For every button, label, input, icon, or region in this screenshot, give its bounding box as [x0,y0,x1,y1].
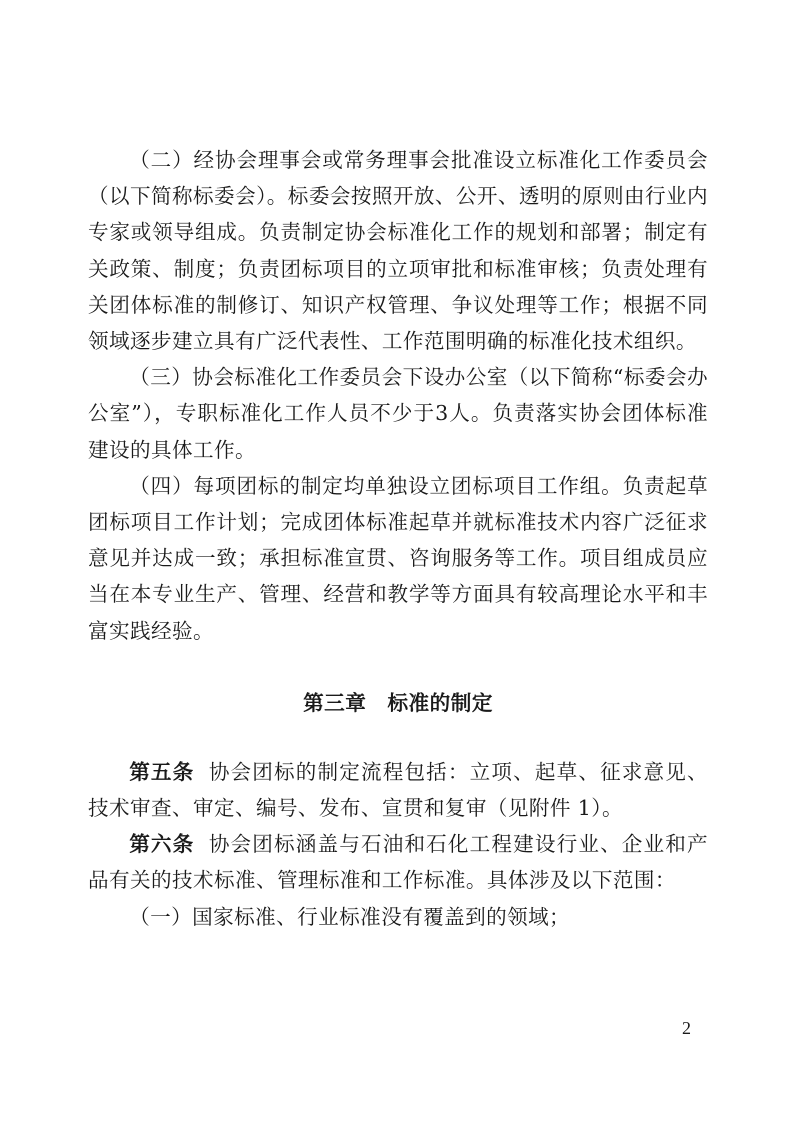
article-5-text: 协会团标的制定流程包括：立项、起草、征求意见、技术审查、审定、编号、发布、宣贯和复审（见附件 1）。 [88,759,709,821]
scope-item-1: （一）国家标准、行业标准没有覆盖到的领域； [129,904,571,929]
article-6-text: 协会团标涵盖与石油和石化工程建设行业、企业和产品有关的技术标准、管理标准和工作标准。具体涉及以下范围： [88,832,709,893]
paragraph-3: （三）协会标准化工作委员会下设办公室（以下简称“标委会办公室”），专职标准化工作人员不少于3人。负责落实协会团体标准建设的具体工作。 [88,365,708,462]
page-number: 2 [682,1018,691,1038]
article-6-label: 第六条 [129,832,195,857]
article-5-label: 第五条 [129,759,195,784]
document-body [88,142,708,935]
paragraph-2: （二）经协会理事会或常务理事会批准设立标准化工作委员会（以下简称标委会）。标委会按照开放、公开、透明的原则由行业内专家或领导组成。负责制定协会标准化工作的规划和部署；制定有关政策、制度；负责团标项目的立项审批和标准审核；负责处理有关团体标准的制修订、知识产权管理、争议处理等工作；根据不同领域逐步建立具有广泛代表性、工作范围明确的标准化技术组织。 [88,148,708,354]
chapter-title: 第三章 标准的制定 [303,690,493,715]
article-5 [88,754,708,826]
article-6 [88,826,708,898]
paragraph-4: （四）每项团标的制定均单独设立团标项目工作组。负责起草团标项目工作计划；完成团体标准起草并就标准技术内容广泛征求意见并达成一致；承担标准宣贯、咨询服务等工作。项目组成员应当在本专业生产、管理、经营和教学等方面具有较高理论水平和丰富实践经验。 [88,473,708,643]
